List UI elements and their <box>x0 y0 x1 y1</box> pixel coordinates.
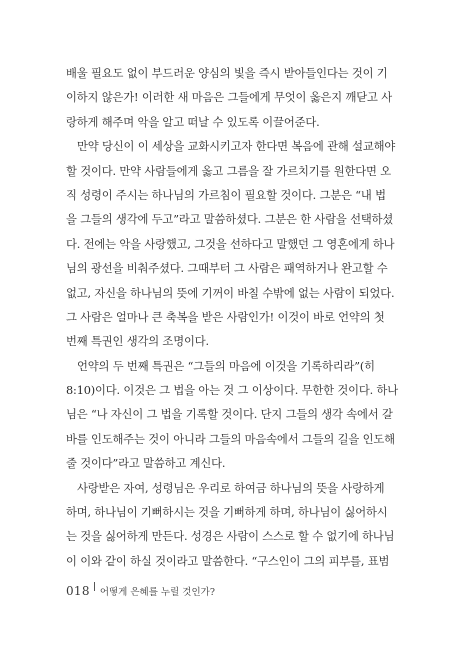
text-line: 바를 인도해주는 것이 아니라 그들의 마음속에서 그들의 길을 인도해 <box>66 432 395 446</box>
text-line: 그 사람은 얼마나 큰 축복을 받은 사람인가! 이것이 바로 언약의 첫 <box>66 310 385 324</box>
running-title: 어떻게 은혜를 누릴 것인가? <box>99 587 215 598</box>
text-line: 님의 광선을 비춰주셨다. 그때부터 그 사람은 패역하거나 완고할 수 <box>66 262 388 276</box>
page-number: 018 <box>66 584 90 598</box>
text-line: 는 것을 싫어하게 만든다. 성경은 사람이 스스로 할 수 없기에 하나님 <box>66 530 395 544</box>
text-line: 다. 전에는 악을 사랑했고, 그것을 선하다고 말했던 그 영혼에게 하나 <box>66 237 395 251</box>
text-line: 을 그들의 생각에 두고”라고 말씀하셨다. 그분은 한 사람을 선택하셨 <box>66 213 394 227</box>
text-line: 언약의 두 번째 특권은 “그들의 마음에 이것을 기록하리라”(히 <box>77 359 375 373</box>
footer-divider <box>94 582 95 591</box>
text-line: 랑하게 해주며 악을 알고 떠날 수 있도록 이끌어준다. <box>66 115 320 129</box>
text-line: 8:10)이다. 이것은 그 법을 아는 것 그 이상이다. 무한한 것이다. 하나 <box>66 384 399 398</box>
text-line: 없고, 자신을 하나님의 뜻에 기꺼이 바칠 수밖에 없는 사람이 되었다. <box>66 286 395 300</box>
text-line: 줄 것이다”라고 말씀하고 계신다. <box>66 457 226 471</box>
body-text <box>66 62 404 574</box>
text-line: 이 이와 같이 하실 것이라고 말씀한다. “구스인이 그의 피부를, 표범 <box>66 554 390 568</box>
text-line: 배울 필요도 없이 부드러운 양심의 빛을 즉시 받아들인다는 것이 기 <box>66 67 388 80</box>
text-line: 할 것이다. 만약 사람들에게 옳고 그름을 잘 가르치기를 원한다면 오 <box>66 164 392 178</box>
text-line: 하며, 하나님이 기뻐하시는 것을 기뻐하게 하며, 하나님이 싫어하시 <box>66 506 388 520</box>
text-line: 사랑받은 자여, 성령님은 우리로 하여금 하나님의 뜻을 사랑하게 <box>77 481 385 495</box>
text-line: 직 성령이 주시는 하나님의 가르침이 필요할 것이다. 그분은 “내 법 <box>66 188 386 202</box>
page-footer <box>66 582 215 598</box>
text-line: 이하지 않은가! 이러한 새 마음은 그들에게 무엇이 옳은지 깨닫고 사 <box>66 91 392 105</box>
text-line: 번째 특권인 생각의 조명이다. <box>66 335 209 349</box>
text-line: 님은 “나 자신이 그 법을 기록할 것이다. 단지 그들의 생각 속에서 갈 <box>66 408 393 422</box>
text-line: 만약 당신이 이 세상을 교화시키고자 한다면 복음에 관해 설교해야 <box>77 140 396 154</box>
